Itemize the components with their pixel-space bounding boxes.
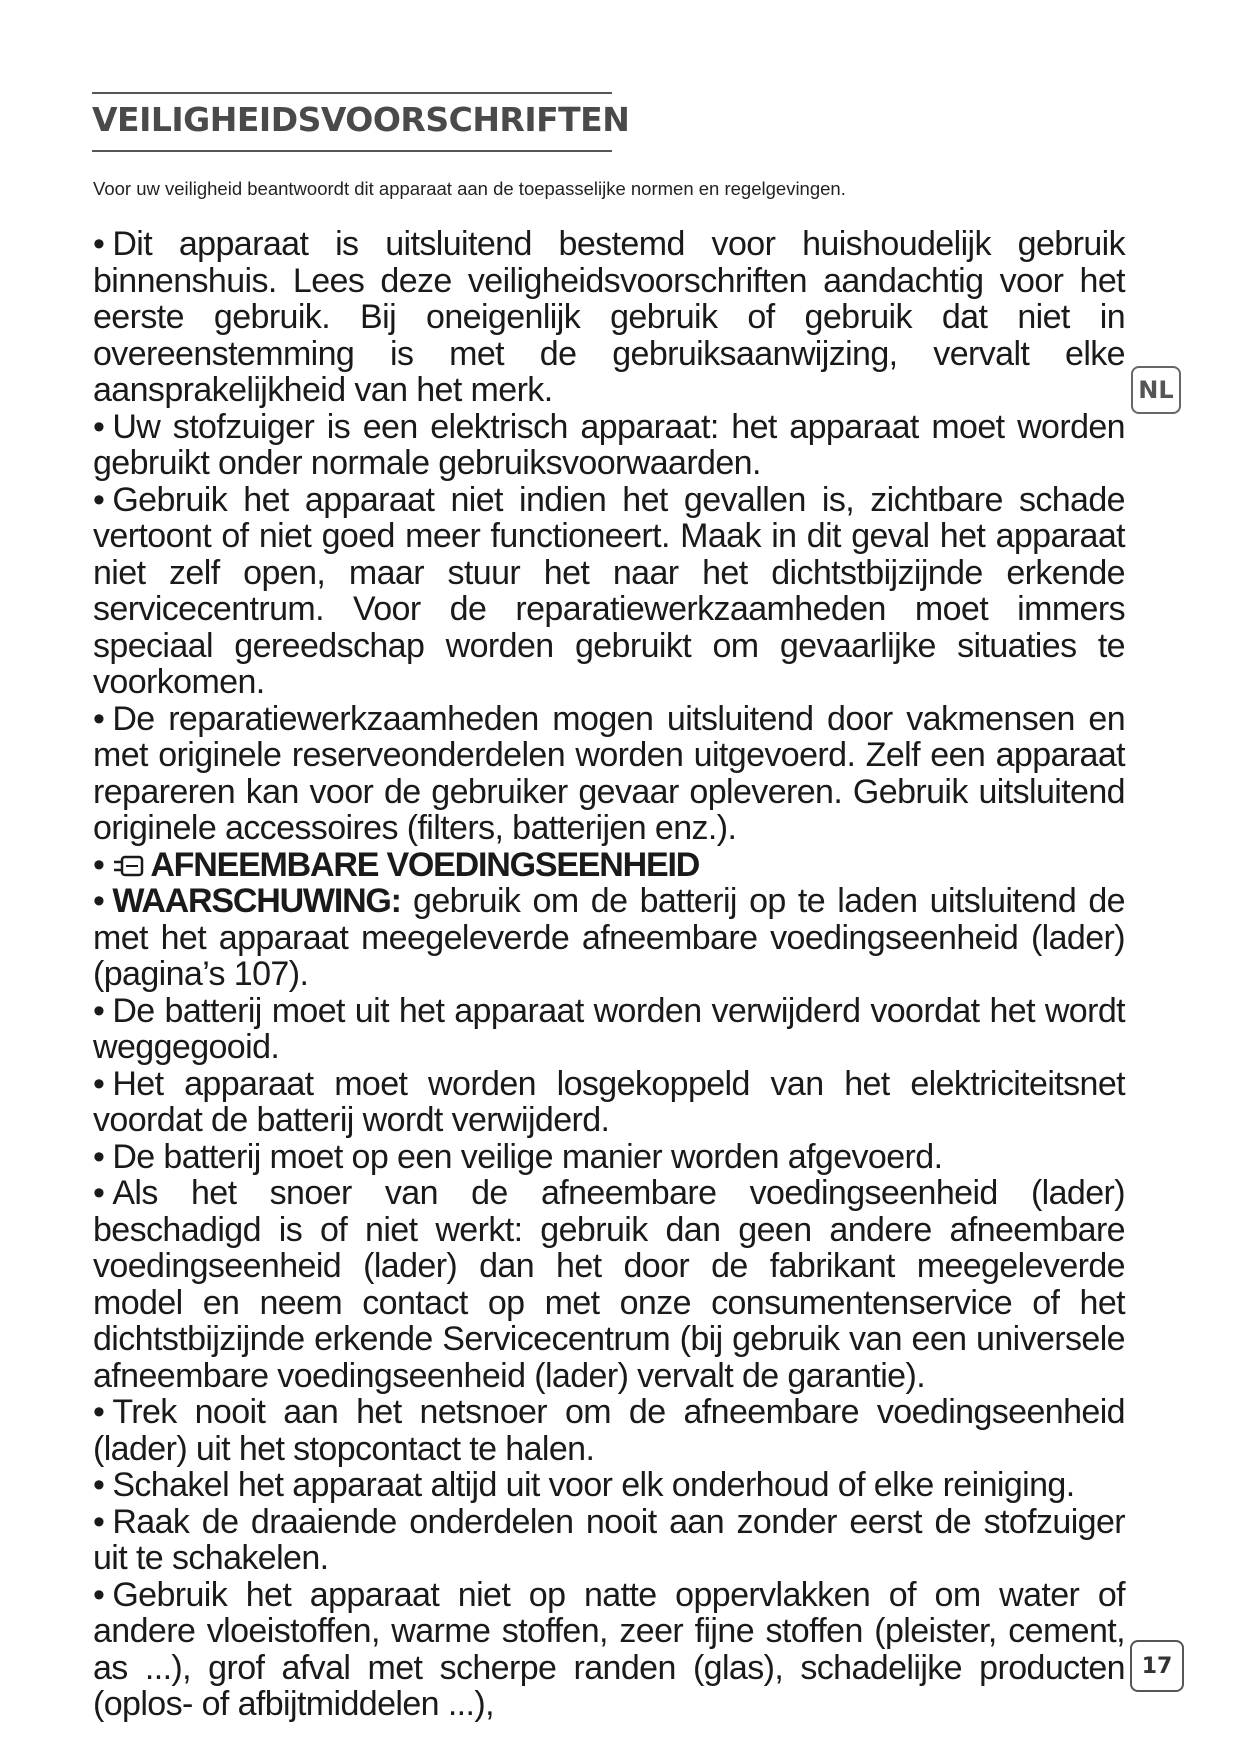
bullet: •: [93, 1064, 105, 1103]
item-text: Het apparaat moet worden losgekoppeld van het elektriciteitsnet voordat de batterij wordt verwijderd.: [93, 1064, 1125, 1139]
item-text: Dit apparaat is uitsluitend bestemd voor huishoudelijk gebruik binnenshuis. Lees deze veiligheidsvoorschriften aandachtig voor het eerste gebruik. Bij oneigenlijk gebruik of gebruik dat niet in overeenstemming is met de gebruiksaanwijzing, vervalt elke aansprakelijkheid van het merk.: [93, 225, 1125, 409]
item-text: Trek nooit aan het netsnoer om de afneembare voedingseenheid (lader) uit het stopcontact te halen.: [93, 1393, 1125, 1468]
bullet: •: [93, 407, 105, 446]
item-text: Uw stofzuiger is een elektrisch apparaat: het apparaat moet worden gebruikt onder normale gebruiksvoorwaarden.: [93, 407, 1125, 482]
item-text: De reparatiewerkzaamheden mogen uitsluitend door vakmensen en met originele reserveonderdelen worden uitgevoerd. Zelf een apparaat repareren kan voor de gebruiker gevaar opleveren. Gebruik uitsluitend originele accessoires (filters, batterijen enz.).: [93, 699, 1125, 847]
bullet: •: [93, 480, 105, 519]
intro-text: Voor uw veiligheid beantwoordt dit apparaat aan de toepasselijke normen en regelgevingen.: [93, 178, 846, 199]
bullet: •: [93, 882, 105, 920]
bullet: •: [93, 699, 105, 738]
item-text: Als het snoer van de afneembare voedingseenheid (lader) beschadigd is of niet werkt: gebruik dan geen andere afneembare voedingseenheid (lader) dan het door de fabrikant meegeleverde model en neem contact op met onze consumentenservice of het dichtstbijzijnde erkende Servicecentrum (bij gebruik van een universele afneembare voedingseenheid (lader) vervalt de garantie).: [93, 1174, 1125, 1395]
list-item: [93, 226, 1125, 409]
list-item: [93, 409, 1125, 482]
list-item: [93, 1066, 1125, 1139]
bullet: •: [93, 1137, 105, 1176]
list-item: [93, 1175, 1125, 1394]
bullet: •: [93, 1393, 105, 1431]
language-tab: NL: [1131, 366, 1181, 414]
bullet: •: [93, 1502, 105, 1541]
list-item: [93, 701, 1125, 847]
item-text: Raak de draaiende onderdelen nooit aan zonder eerst de stofzuiger uit te schakelen.: [93, 1502, 1125, 1577]
list-item: [93, 1394, 1125, 1467]
bullet: •: [93, 1174, 105, 1212]
bullet: •: [93, 225, 105, 263]
list-item: [93, 993, 1125, 1066]
item-text: De batterij moet uit het apparaat worden verwijderd voordat het wordt weggegooid.: [93, 991, 1125, 1066]
title-rule-top: [92, 92, 612, 94]
title-rule-bottom: [92, 150, 612, 152]
warning-label: WAARSCHUWING:: [112, 882, 401, 920]
page-number: 17: [1130, 1640, 1184, 1692]
safety-instructions: [93, 226, 1125, 1723]
list-item: [93, 1577, 1125, 1723]
item-text: Gebruik het apparaat niet op natte oppervlakken of om water of andere vloeistoffen, warme stoffen, zeer fijne stoffen (pleister, cement, as ...), grof afval met scherpe randen (glas), schadelijke producten (oplos- of afbijtmiddelen ...),: [93, 1575, 1125, 1723]
list-item: [93, 1139, 1125, 1176]
item-text: Schakel het apparaat altijd uit voor elk onderhoud of elke reiniging.: [112, 1466, 1075, 1504]
item-text: Gebruik het apparaat niet indien het gevallen is, zichtbare schade vertoont of niet goed meer functioneert. Maak in dit geval het apparaat niet zelf open, maar stuur het naar het dichtstbijzijnde erkende servicecentrum. Voor de reparatiewerkzaamheden moet immers speciaal gereedschap worden gebruikt om gevaarlijke situaties te voorkomen.: [93, 480, 1125, 701]
bullet: •: [93, 1466, 105, 1504]
list-item: [93, 1467, 1125, 1504]
section-label: AFNEEMBARE VOEDINGSEENHEID: [150, 845, 700, 884]
list-item: [93, 883, 1125, 993]
list-item: [93, 482, 1125, 701]
list-item: [93, 1504, 1125, 1577]
item-text: gebruik om de batterij op te laden uitsluitend de met het apparaat meegeleverde afneembare voedingseenheid (lader) (pagina’s 107).: [93, 882, 1125, 993]
item-text: De batterij moet op een veilige manier worden afgevoerd.: [112, 1137, 943, 1176]
bullet: •: [93, 845, 105, 884]
bullet: •: [93, 1575, 105, 1614]
section-heading: [93, 847, 1125, 884]
page-title: VEILIGHEIDSVOORSCHRIFTEN: [92, 100, 630, 139]
bullet: •: [93, 991, 105, 1030]
power-adapter-icon: [112, 853, 146, 879]
